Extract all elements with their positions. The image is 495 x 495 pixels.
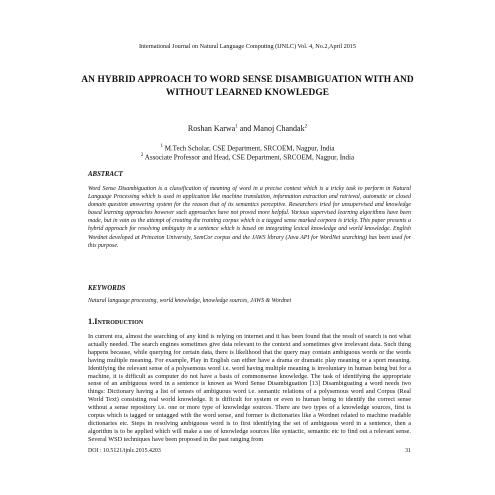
keywords-heading: KEYWORDS (88, 285, 126, 292)
author-conjunction: and (237, 124, 254, 133)
abstract-heading: ABSTRACT (88, 171, 123, 178)
page-number: 31 (405, 448, 411, 454)
affiliation-mark: 1 (160, 144, 163, 149)
intro-text: In current era, almost the searching of any kind is relying on internet and it has been found that the result of search is not what actually needed. The search engines sometimes give data relevant to the context and sometimes give irrelevant data. Such thing happens because, while querying for certain data, there is likelihood that the query may contain ambiguous words or the words having multiple meaning. For example, Play in English can either have a drama or dramatic play meaning or a sport meaning. Identifying the relevant sense of a polysemous word i.e. word having multiple meaning is involuntary in human being but for a machine, it is difficult as computer do not have a basis of commonsense knowledge. The task of identifying the appropriate sense of an ambiguous word in a sentence is known as Word Sense Disambiguation [13] Disambiguating a word needs two things: Dictionary having a list of senses of ambiguous word i.e. semantic relations of a polysemous word and Corpus (Real World Text) consisting real world knowledge. It is difficult for system or even to human being to identify the correct sense without a sense repository i.e. one or more type of knowledge sources. There are two types of a knowledge sources, first is corpus which is tagged or untagged with the word sense, and former is dictionaries like a Wordnet related to machine readable dictionaries etc. Steps in resolving ambiguous word is to first identifying the set of ambiguous word in a sentence, then a algorithm is to be applied which will make a use of knowledge sources like syntactic, semantic etc to find out a relevant sense. Several WSD techniques have been proposed in the past ranging from (88, 333, 411, 443)
author-mark: 2 (304, 124, 308, 130)
paper-title: AN HYBRID APPROACH TO WORD SENSE DISAMBIGUATION WITH AND WITHOUT LEARNED KNOWLEDGE (81, 75, 414, 98)
affiliation-text: Associate Professor and Head, CSE Department, SRCOEM, Nagpur, India (143, 153, 355, 162)
author-mark: 1 (235, 124, 238, 130)
affiliation-text: M.Tech Scholar, CSE Department, SRCOEM, Nagpur, India (162, 144, 335, 153)
journal-header: International Journal on Natural Language Computing (IJNLC) Vol. 4, No.2,April 2015 (139, 43, 356, 50)
doi-text: DOI : 10.5121/ijnlc.2015.4203 (88, 448, 161, 454)
author-name: Roshan Karwa (187, 124, 236, 133)
abstract-text: Word Sense Disambiguation is a classification of meaning of word in a precise context which is a tricky task to perform in Natural Language Processing which is used in application like machine translation, information extraction and retrieval, automatic or closed domain question answering system for the reason that of its semantics perceptive. Researchers tried for unsupervised and knowledge based learning approaches however such approaches have not proved more helpful. Various supervised learning algorithms have been made, but in vain as the attempt of creating the training corpus which is a tagged sense marked corpora is tricky. This paper presents a hybrid approach for resolving ambiguity in a sentence which is based on integrating lexical knowledge and world knowledge. English Wordnet developed at Princeton University, SemCor corpus and the JAWS library (Java API for WordNet searching) has been used for this purpose. (88, 186, 411, 249)
intro-heading: 1.Introduction (88, 317, 144, 326)
author-line (0, 124, 495, 133)
keywords-text: Natural language processing, world knowledge, knowledge sources, JAWS & Wordnet (88, 298, 292, 304)
author-name: Manoj Chandak (253, 124, 305, 133)
affiliation-mark: 2 (140, 153, 144, 158)
affiliation-line (0, 151, 495, 162)
